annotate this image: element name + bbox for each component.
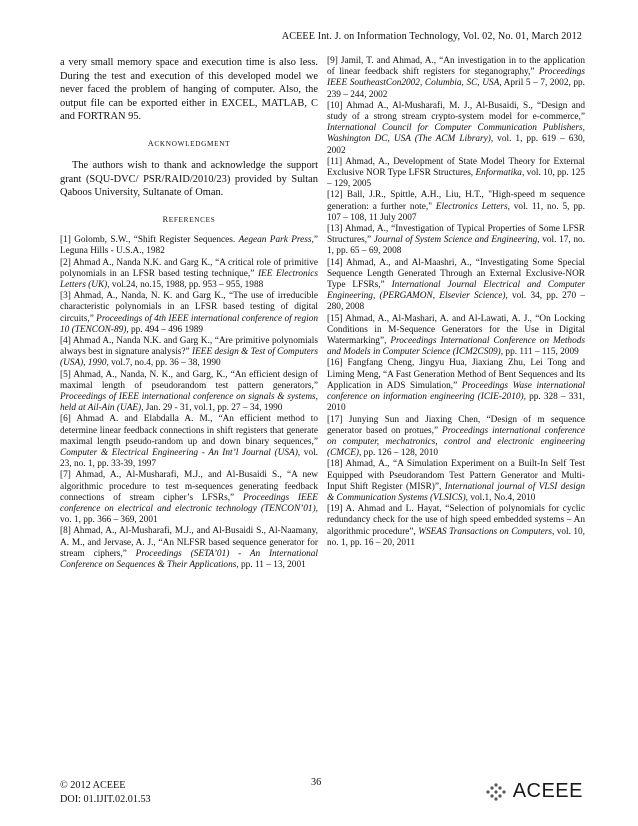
reference-source: Proceedings Wase international conference on information engineering (ICIE-2010),	[327, 380, 586, 403]
left-column	[60, 56, 318, 571]
reference-source: Proceedings IEEE SoutheastCon2002, Columbia, SC, USA,	[327, 67, 585, 89]
acknowledgment-text: The authors wish to thank and acknowledge the support grant (SQU-DVC/ PSR/RAID/2010/23) provided by Sultan Qaboos University, Sultanate of Oman.	[60, 160, 318, 199]
copyright-text: © 2012 ACEEE	[60, 780, 126, 791]
footer-info	[60, 779, 151, 807]
reference-source: Proceedings IEEE conference on electrical and electronic technology (TENCON’01),	[60, 492, 318, 515]
acknowledgment-heading	[60, 138, 318, 150]
aceee-logo	[483, 780, 583, 803]
reference-authors-title: [15] Ahmad, A., Al-Mashari, A. and Al-Lawati, A. J., “On Locking Conditions in M-Sequence Generators for the Use in Digital Watermarking”,	[327, 313, 585, 347]
reference-authors-title: [10] Ahmad A., Al-Musharafi, M. J., Al-Busaidi, S., “Design and study of a strong stream crypto-system model for e-commerce,”	[327, 100, 585, 123]
reference-authors-title: [11] Ahmad, A., Development of State Model Theory for External Exclusive NOR Type LFSR Structures,	[327, 156, 585, 179]
reference-source: Aegean Park Press,	[238, 235, 314, 246]
page-number: 36	[311, 777, 322, 788]
reference-item	[327, 157, 585, 191]
logo-mark-icon	[483, 782, 509, 802]
reference-item	[60, 336, 318, 370]
reference-source: Proceedings (SETA’01) - An International Conference on Sequences & Their Applications,	[60, 548, 319, 571]
reference-authors-title: [4] Ahmad A., Nanda N.K. and Garg K., “Are primitive polynomials always best in signature analysis?”	[60, 335, 318, 358]
reference-source: Journal of System Science and Engineering,	[373, 235, 540, 246]
reference-source: IEE Electronics Letters (UK),	[60, 268, 319, 290]
reference-authors-title: [19] A. Ahmad and L. Hayat, “Selection of polynomials for cyclic redundancy check for the use of high speed embedded systems – An algorithmic procedure”,	[327, 504, 585, 537]
reference-source: Proceedings of IEEE international conference on signals & systems, held at Ail-Ain (UAE),	[60, 392, 318, 414]
reference-item	[327, 190, 585, 224]
reference-item	[327, 415, 585, 460]
reference-details: pp. 111 – 115, 2009	[503, 347, 579, 358]
reference-item	[60, 414, 318, 470]
reference-item	[327, 258, 585, 314]
reference-details: vol. 10, no. 1, pp. 16 – 20, 2011	[327, 526, 585, 548]
reference-details: vol. 1, pp. 619 – 630, 2002	[327, 134, 585, 156]
reference-authors-title: [17] Junying Sun and Jiaxing Chen, “Design of m sequence generator based on protues,”	[327, 414, 585, 436]
reference-source: International Council for Computer Communication Publishers, Washington DC, USA (The ACM Library),	[327, 123, 585, 145]
reference-authors-title: [3] Ahmad, A., Nanda, N. K. and Garg K., “The use of irreducible characteristic polynomials in an LFSR based testing of digital circuits,”	[60, 291, 318, 324]
reference-source: International Journal Electrical and Computer Engineering, (PERGAMON, Elsevier Science),	[327, 280, 585, 302]
reference-item	[60, 370, 318, 415]
reference-details: ” Leguna Hills - U.S.A., 1982	[60, 235, 318, 257]
right-column	[327, 56, 585, 549]
reference-item	[327, 101, 585, 157]
references-heading	[60, 214, 318, 226]
reference-details: vol.1, No.4, 2010	[468, 492, 536, 503]
reference-authors-title: [2] Ahmad A., Nanda N.K. and Garg K., “A critical role of primitive polynomials in an LFSR based testing technique,”	[60, 257, 318, 279]
reference-source: WSEAS Transactions on Computers,	[418, 526, 555, 537]
reference-authors-title: [9] Jamil, T. and Ahmad, A., “An investigation in to the application of linear feedback shift registers for steganography,”	[327, 56, 585, 78]
references-heading-rest: EFERENCES	[168, 215, 216, 224]
reference-authors-title: [14] Ahmad, A., and Al-Maashri, A., “Investigating Some Special Sequence Length Generated Through an External Exclusive-NOR Type LFSRs,”	[327, 257, 585, 291]
doi-text: DOI: 01.IJIT.02.01.53	[60, 794, 151, 805]
reference-details: pp. 494 – 496 1989	[128, 324, 204, 335]
reference-item	[327, 314, 585, 359]
reference-authors-title: [12] Ball, J.R., Spittle, A.H., Liu, H.T., "High-speed m sequence generation: a further note,"	[327, 190, 585, 212]
reference-details: vol.24, no.15, 1988, pp. 953 – 955, 1988	[109, 279, 264, 290]
intro-paragraph: a very small memory space and execution time is also less. During the test and execution of this developed model we never faced the problem of hanging of computer. Also, the output file can be exported either in EXCEL, MATLAB, C and FORTRAN 95.	[60, 57, 318, 123]
reference-details: vol. 23, no. 1, pp. 33-39, 1997	[60, 448, 318, 470]
reference-details: vol. 34, pp. 270 – 280, 2008	[327, 291, 585, 313]
reference-source: Enformatika,	[475, 168, 525, 179]
references-list-right	[327, 56, 585, 549]
reference-details: Jan. 29 - 31, vol.1, pp. 27 – 34, 1990	[143, 403, 283, 414]
reference-details: April 5 – 7, 2002, pp. 239 – 244, 2002	[327, 78, 585, 100]
reference-item	[327, 358, 585, 414]
reference-source: Proceedings international conference on computer, mechatronics, control and electronic engineering (CMCE),	[327, 425, 585, 459]
reference-authors-title: [16] Fangfang Cheng, Jingyu Hua, Jiaxiang Zhu, Lei Tong and Liming Meng, “A Fast Generation Method of Bent Sequences and Its Application in ADS Simulation,”	[327, 358, 585, 391]
reference-item	[327, 224, 585, 258]
acknowledgment-heading-rest: CKNOWLEDGMENT	[154, 139, 231, 148]
reference-details: vol. 11, no. 5, pp. 107 – 108, 11 July 2007	[327, 201, 585, 223]
reference-details: vol. 17, no. 1, pp. 65 – 69, 2008	[327, 235, 585, 257]
reference-details: vol. 10, pp. 125 – 129, 2005	[327, 168, 585, 190]
acknowledgment-heading-initial: A	[147, 138, 155, 148]
reference-authors-title: [13] Ahmad, A., “Investigation of Typical Properties of Some LFSR Structures,”	[327, 224, 585, 246]
reference-item	[60, 235, 318, 257]
reference-authors-title: [8] Ahmad, A., Al-Musharafi, M.J., and Al-Busaidi S., Al-Naamany, A. M., and Jervase, A. J., “An NLFSR based sequence generator for stream ciphers,”	[60, 526, 318, 559]
reference-details: pp. 328 – 331, 2010	[327, 392, 585, 414]
references-list-left	[60, 235, 318, 571]
reference-source: Proceedings International Conference on Methods and Models in Computer Science (ICM2CS09),	[327, 336, 585, 358]
reference-authors-title: [5] Ahmad, A., Nanda, N. K., and Garg, K., “An efficient design of maximal length of pseudorandom test pattern generators,”	[60, 369, 318, 391]
reference-authors-title: [6] Ahmad A. and Elabdalla A. M., “An efficient method to determine linear feedback connections in shift registers that generate maximal length pseudo-random up and down binary sequences,”	[60, 414, 318, 447]
reference-item	[327, 459, 585, 504]
reference-item	[60, 291, 318, 336]
reference-item	[327, 504, 585, 549]
reference-details: pp. 126 – 128, 2010	[361, 448, 439, 459]
reference-authors-title: [1] Golomb, S.W., “Shift Register Sequences.	[60, 235, 239, 246]
reference-item	[60, 258, 318, 292]
reference-source: Proceedings of 4th IEEE international conference of region 10 (TENCON-89),	[60, 313, 319, 335]
references-heading-initial: R	[162, 214, 169, 224]
reference-authors-title: [18] Ahmad, A., “A Simulation Experiment on a Built-In Self Test Equipped with Pseudorandom Test Pattern Generator and Multi-Input Shift Register (MISR)”,	[327, 459, 585, 492]
reference-source: Computer & Electrical Engineering - An Int’l Journal (USA),	[60, 448, 301, 459]
reference-authors-title: [7] Ahmad, A., Al-Musharafi, M.J., and Al-Busaidi S., “A new algorithmic procedure to test m-sequences generating feedback connections of stream cipher’s LFSRs,”	[60, 470, 318, 503]
reference-source: International journal of VLSI design & Communication Systems (VLSICS),	[327, 481, 585, 503]
reference-details: vol.7, no.4, pp. 36 – 38, 1990	[108, 358, 221, 369]
reference-details: vo. 1, pp. 366 – 369, 2001	[60, 515, 158, 526]
reference-source: IEEE design & Test of Computers (USA), 1990,	[60, 347, 318, 369]
reference-details: pp. 11 – 13, 2001	[238, 560, 306, 571]
running-head: ACEEE Int. J. on Information Technology, Vol. 02, No. 01, March 2012	[281, 31, 582, 42]
reference-item	[60, 526, 318, 571]
reference-item	[60, 470, 318, 526]
logo-text: ACEEE	[512, 780, 583, 802]
reference-source: Electronics Letters,	[435, 201, 510, 212]
reference-item	[327, 56, 585, 101]
